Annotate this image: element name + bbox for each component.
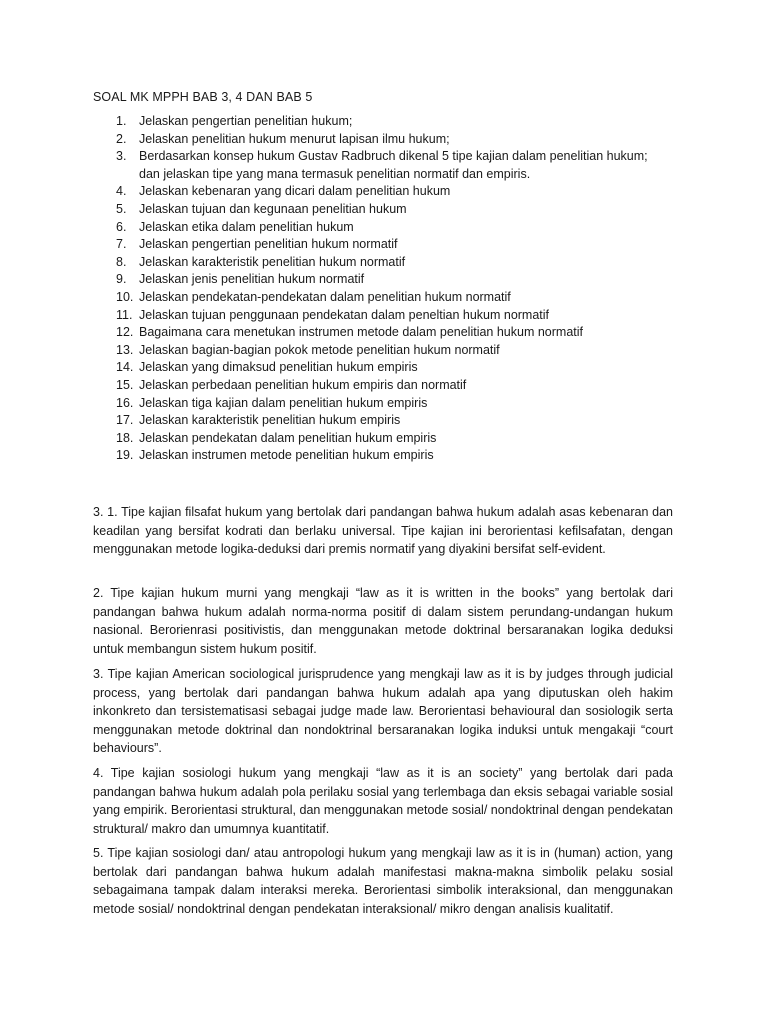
question-text: Jelaskan instrumen metode penelitian hukum empiris [139,448,434,463]
question-text: Jelaskan bagian-bagian pokok metode penelitian hukum normatif [139,342,500,357]
question-item [93,412,693,430]
question-text: Jelaskan pendekatan dalam penelitian hukum empiris [139,430,437,445]
question-text: Jelaskan tujuan penggunaan pendekatan dalam peneltian hukum normatif [139,307,550,322]
question-item [93,395,693,413]
question-text: Jelaskan karakteristik penelitian hukum empiris [139,413,401,428]
question-number: 4. [116,184,127,199]
question-number: 1. [116,114,127,128]
question-number: 12. [116,325,134,340]
question-number: 16. [116,395,134,410]
question-number: 7. [116,237,127,252]
question-text-continuation: dan jelaskan tipe yang mana termasuk penelitian normatif dan empiris. [139,166,531,181]
question-number: 11. [116,307,133,322]
question-text: Jelaskan tiga kajian dalam penelitian hukum empiris [139,395,428,410]
question-text: Bagaimana cara menetukan instrumen metode dalam penelitian hukum normatif [139,325,583,340]
question-number: 5. [116,201,127,216]
question-number: 3. [116,149,127,164]
question-item [93,148,693,183]
question-number: 15. [116,377,134,392]
question-text: Jelaskan jenis penelitian hukum normatif [139,272,365,287]
question-item [93,447,693,465]
question-text: Jelaskan etika dalam penelitian hukum [139,219,354,234]
question-number: 13. [116,342,134,357]
question-item [93,113,693,131]
question-item [93,324,693,342]
question-item [93,236,693,254]
question-number: 18. [116,430,134,445]
answer-paragraph: 4. Tipe kajian sosiologi hukum yang mengkaji “law as it is an society” yang bertolak dari pada pandangan bahwa hukum adalah pola perilaku sosial yang terlembaga dan eksis sebagai variable sosial yang empirik. Berorientasi struktural, dan menggunakan metode sosial/ nondoktrinal dengan pendekatan struktural/ makro dan umumnya kuantitatif. [93,766,673,836]
question-item [93,183,693,201]
question-item [93,342,693,360]
question-number: 17. [116,413,134,428]
question-number: 6. [116,219,127,234]
question-text: Jelaskan pengertian penelitian hukum normatif [139,237,398,252]
question-text: Jelaskan penelitian hukum menurut lapisan ilmu hukum; [139,131,450,146]
document-title: SOAL MK MPPH BAB 3, 4 DAN BAB 5 [93,90,313,104]
question-number: 10. [116,289,134,304]
question-text: Jelaskan tujuan dan kegunaan penelitian hukum [139,201,407,216]
question-item [93,359,693,377]
question-text: Jelaskan kebenaran yang dicari dalam penelitian hukum [139,184,451,199]
question-number: 2. [116,131,127,146]
question-item [93,377,693,395]
answer-paragraph: 3. 1. Tipe kajian filsafat hukum yang bertolak dari pandangan bahwa hukum adalah asas kebenaran dan keadilan yang bersifat kodrati dan berlaku universal. Tipe kajian ini berorientasi kefilsafatan, dengan menggunakan metode logika-deduksi dari premis normatif yang diyakini bersifat self-evident. [93,505,673,557]
question-item [93,271,693,289]
question-number: 14. [116,360,134,375]
question-text: Berdasarkan konsep hukum Gustav Radbruch dikenal 5 tipe kajian dalam penelitian hukum; [139,149,648,164]
question-number: 9. [116,272,127,287]
question-item [93,219,693,237]
question-item [93,201,693,219]
question-number: 19. [116,448,134,463]
answer-paragraph: 5. Tipe kajian sosiologi dan/ atau antropologi hukum yang mengkaji law as it is in (human) action, yang bertolak dari pandangan bahwa hukum adalah manifestasi makna-makna simbolik pelaku sosial sebagaimana tampak dalam interaksi mereka. Berorientasi simbolik interaksional, dan menggunakan metode sosial/ nondoktrinal dengan pendekatan interaksional/ mikro dengan analisis kualitatif. [93,846,673,916]
answer-paragraph: 2. Tipe kajian hukum murni yang mengkaji “law as it is written in the books” yang bertolak dari pandangan bahwa hukum adalah norma-norma positif di dalam sistem perundang-undangan hukum nasional. Berorienrasi positivistis, dan menggunakan metode doktrinal bersaranakan logika deduksi untuk membangun sistem hukum positif. [93,586,673,656]
question-item [93,254,693,272]
question-item [93,289,693,307]
question-list [93,113,693,465]
question-item [93,307,693,325]
question-item [93,430,693,448]
answer-paragraph: 3. Tipe kajian American sociological jurisprudence yang mengkaji law as it is by judges through judicial process, yang bertolak dari pandangan bahwa hukum adalah apa yang diputuskan oleh hakim inkonkreto dan tersistematisasi sebagai judge made law. Berorientasi behavioural dan sosiologik serta menggunakan metode doktrinal dan nondoktrinal bersaranakan logika induksi untuk mengakaji “court behaviours”. [93,667,673,756]
question-text: Jelaskan perbedaan penelitian hukum empiris dan normatif [139,377,467,392]
question-text: Jelaskan karakteristik penelitian hukum normatif [139,254,406,269]
question-text: Jelaskan yang dimaksud penelitian hukum empiris [139,360,418,375]
question-text: Jelaskan pengertian penelitian hukum; [139,114,353,128]
question-number: 8. [116,254,127,269]
question-text: Jelaskan pendekatan-pendekatan dalam penelitian hukum normatif [139,289,511,304]
question-item [93,131,693,149]
